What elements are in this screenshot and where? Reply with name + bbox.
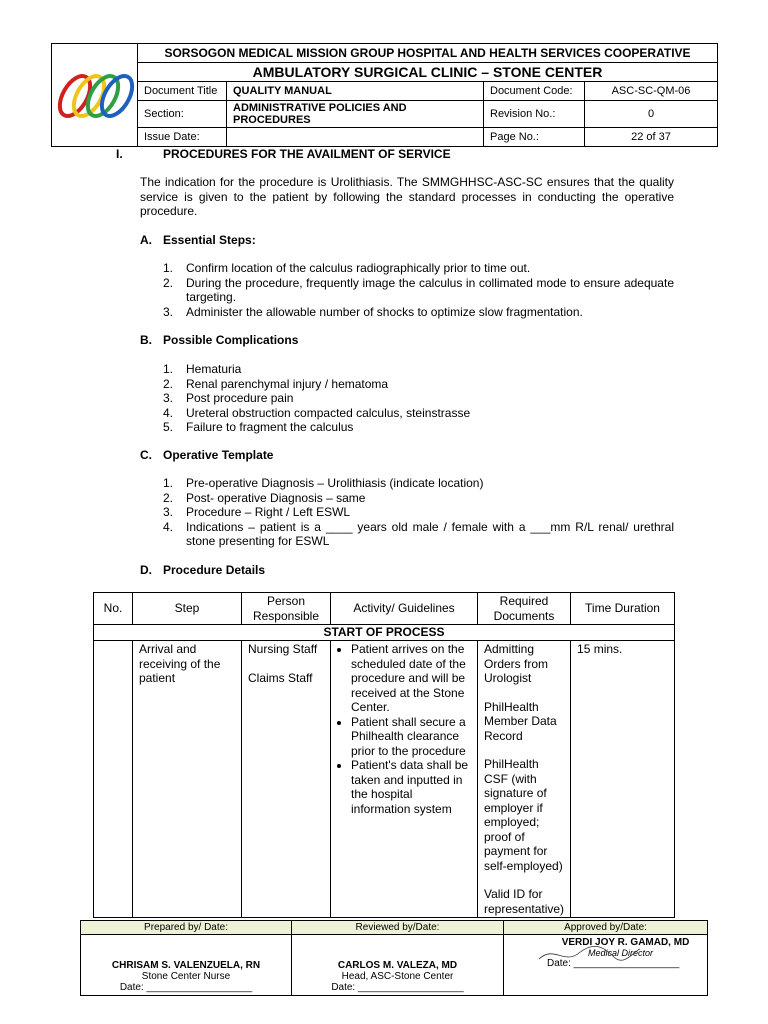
- essential-steps-list: [163, 261, 674, 319]
- reviewed-label: Reviewed by/Date:: [292, 921, 504, 935]
- list-item: 1. Pre-operative Diagnosis – Urolithiasis (indicate location): [163, 476, 484, 490]
- subsection-a-letter: A.: [140, 233, 152, 247]
- col-header-documents: Required Documents: [478, 593, 571, 625]
- cell-no: [94, 641, 133, 918]
- cell-documents: [478, 641, 571, 918]
- list-item: 2. Renal parenchymal injury / hematoma: [163, 376, 389, 391]
- clinic-name: AMBULATORY SURGICAL CLINIC – STONE CENTER: [138, 63, 718, 82]
- procedure-details-table: [93, 592, 675, 918]
- cell-duration: 15 mins.: [571, 641, 675, 918]
- reviewed-cell: [292, 935, 504, 996]
- approved-title: Medical Director: [587, 948, 654, 958]
- col-header-step: Step: [133, 593, 242, 625]
- org-name: SORSOGON MEDICAL MISSION GROUP HOSPITAL AND HEALTH SERVICES COOPERATIVE: [138, 44, 718, 63]
- list-item: 3. Post procedure pain: [163, 391, 294, 405]
- doc-code-label: Document Code:: [484, 82, 585, 101]
- approved-cell: [504, 935, 708, 996]
- section-intro: The indication for the procedure is Urolithiasis. The SMMGHHSC-ASC-SC ensures that the quality service is given to the patient by following the standard processes in conducting the operative procedure.: [140, 175, 674, 218]
- cell-step: Arrival and receiving of the patient: [133, 641, 242, 918]
- list-item: 1. Hematuria: [163, 362, 242, 376]
- col-header-no: No.: [94, 593, 133, 625]
- table-header-row: [94, 593, 675, 625]
- approved-name: VERDI JOY R. GAMAD, MD: [561, 937, 690, 948]
- col-header-person: Person Responsible: [242, 593, 331, 625]
- list-item: 5. Failure to fragment the calculus: [163, 420, 354, 434]
- subsection-a-title: Essential Steps:: [163, 233, 256, 247]
- approved-date: Date: ___________________: [547, 958, 680, 969]
- doc-title-value: QUALITY MANUAL: [227, 82, 484, 101]
- subsection-b-title: Possible Complications: [163, 333, 299, 347]
- list-item: 2. Post- operative Diagnosis – same: [163, 490, 366, 505]
- list-item: 3. Procedure – Right / Left ESWL: [163, 505, 351, 519]
- subsection-c-title: Operative Template: [163, 448, 274, 462]
- document-item: PhilHealth CSF (with signature of employer if employed; proof of payment for self-employed): [484, 757, 563, 873]
- person-nursing: Nursing Staff: [248, 642, 318, 656]
- page-no-label: Page No.:: [484, 128, 585, 147]
- activity-item: • Patient arrives on the scheduled date of the procedure and will be received at the Stone Center.: [351, 642, 471, 715]
- document-item: Admitting Orders from Urologist: [484, 642, 549, 685]
- section-number: I.: [116, 147, 123, 161]
- col-header-activity: Activity/ Guidelines: [331, 593, 478, 625]
- list-item: 1. Confirm location of the calculus radiographically prior to time out.: [163, 261, 531, 275]
- start-of-process: START OF PROCESS: [94, 625, 675, 641]
- issue-date-value: [227, 128, 484, 147]
- approved-label: Approved by/Date:: [504, 921, 708, 935]
- prepared-date: Date: ___________________: [119, 982, 253, 993]
- subsection-d-title: Procedure Details: [163, 563, 266, 577]
- page-no-value: 22 of 37: [585, 128, 718, 147]
- prepared-name: CHRISAM S. VALENZUELA, RN: [111, 960, 261, 971]
- approval-footer: [80, 920, 708, 996]
- section-label: Section:: [138, 101, 227, 128]
- issue-date-label: Issue Date:: [138, 128, 227, 147]
- list-item: 3. Administer the allowable number of shocks to optimize slow fragmentation.: [163, 304, 583, 319]
- document-header: [51, 43, 718, 147]
- operative-template-list: [163, 476, 674, 549]
- complications-list: [163, 362, 674, 435]
- activity-item: • Patient's data shall be taken and inputted in the hospital information system: [351, 758, 471, 816]
- prepared-cell: [81, 935, 292, 996]
- prepared-label: Prepared by/ Date:: [81, 921, 292, 935]
- activity-item: • Patient shall secure a Philhealth clearance prior to the procedure: [351, 715, 471, 759]
- subsection-d-letter: D.: [140, 563, 152, 577]
- subsection-b-letter: B.: [140, 333, 152, 347]
- document-item: PhilHealth Member Data Record: [484, 699, 557, 743]
- document-item: Valid ID for representative): [484, 887, 565, 916]
- logo-cell: [52, 44, 138, 147]
- subsection-c-letter: C.: [140, 448, 152, 462]
- col-header-duration: Time Duration: [571, 593, 675, 625]
- reviewed-date: Date: ___________________: [331, 982, 464, 993]
- doc-code-value: ASC-SC-QM-06: [585, 82, 718, 101]
- reviewed-name: CARLOS M. VALEZA, MD: [337, 960, 458, 971]
- prepared-title: Stone Center Nurse: [141, 971, 231, 982]
- person-claims: Claims Staff: [248, 670, 313, 685]
- section-title: PROCEDURES FOR THE AVAILMENT OF SERVICE: [163, 147, 451, 161]
- cooperative-logo: [53, 66, 137, 122]
- list-item: 2. During the procedure, frequently image the calculus in collimated mode to ensure adequate targeting.: [163, 275, 674, 304]
- table-row: [94, 641, 675, 918]
- list-item: 4. Indications – patient is a ____ years old male / female with a ___mm R/L renal/ urethral stone presenting for ESWL: [163, 519, 674, 548]
- signature-scribble: [534, 941, 644, 967]
- revision-value: 0: [585, 101, 718, 128]
- doc-title-label: Document Title: [138, 82, 227, 101]
- list-item: 4. Ureteral obstruction compacted calculus, steinstrasse: [163, 405, 471, 420]
- cell-person: [242, 641, 331, 918]
- reviewed-title: Head, ASC-Stone Center: [341, 971, 454, 982]
- cell-activity: [331, 641, 478, 918]
- section-value: ADMINISTRATIVE POLICIES AND PROCEDURES: [227, 101, 484, 128]
- revision-label: Revision No.:: [484, 101, 585, 128]
